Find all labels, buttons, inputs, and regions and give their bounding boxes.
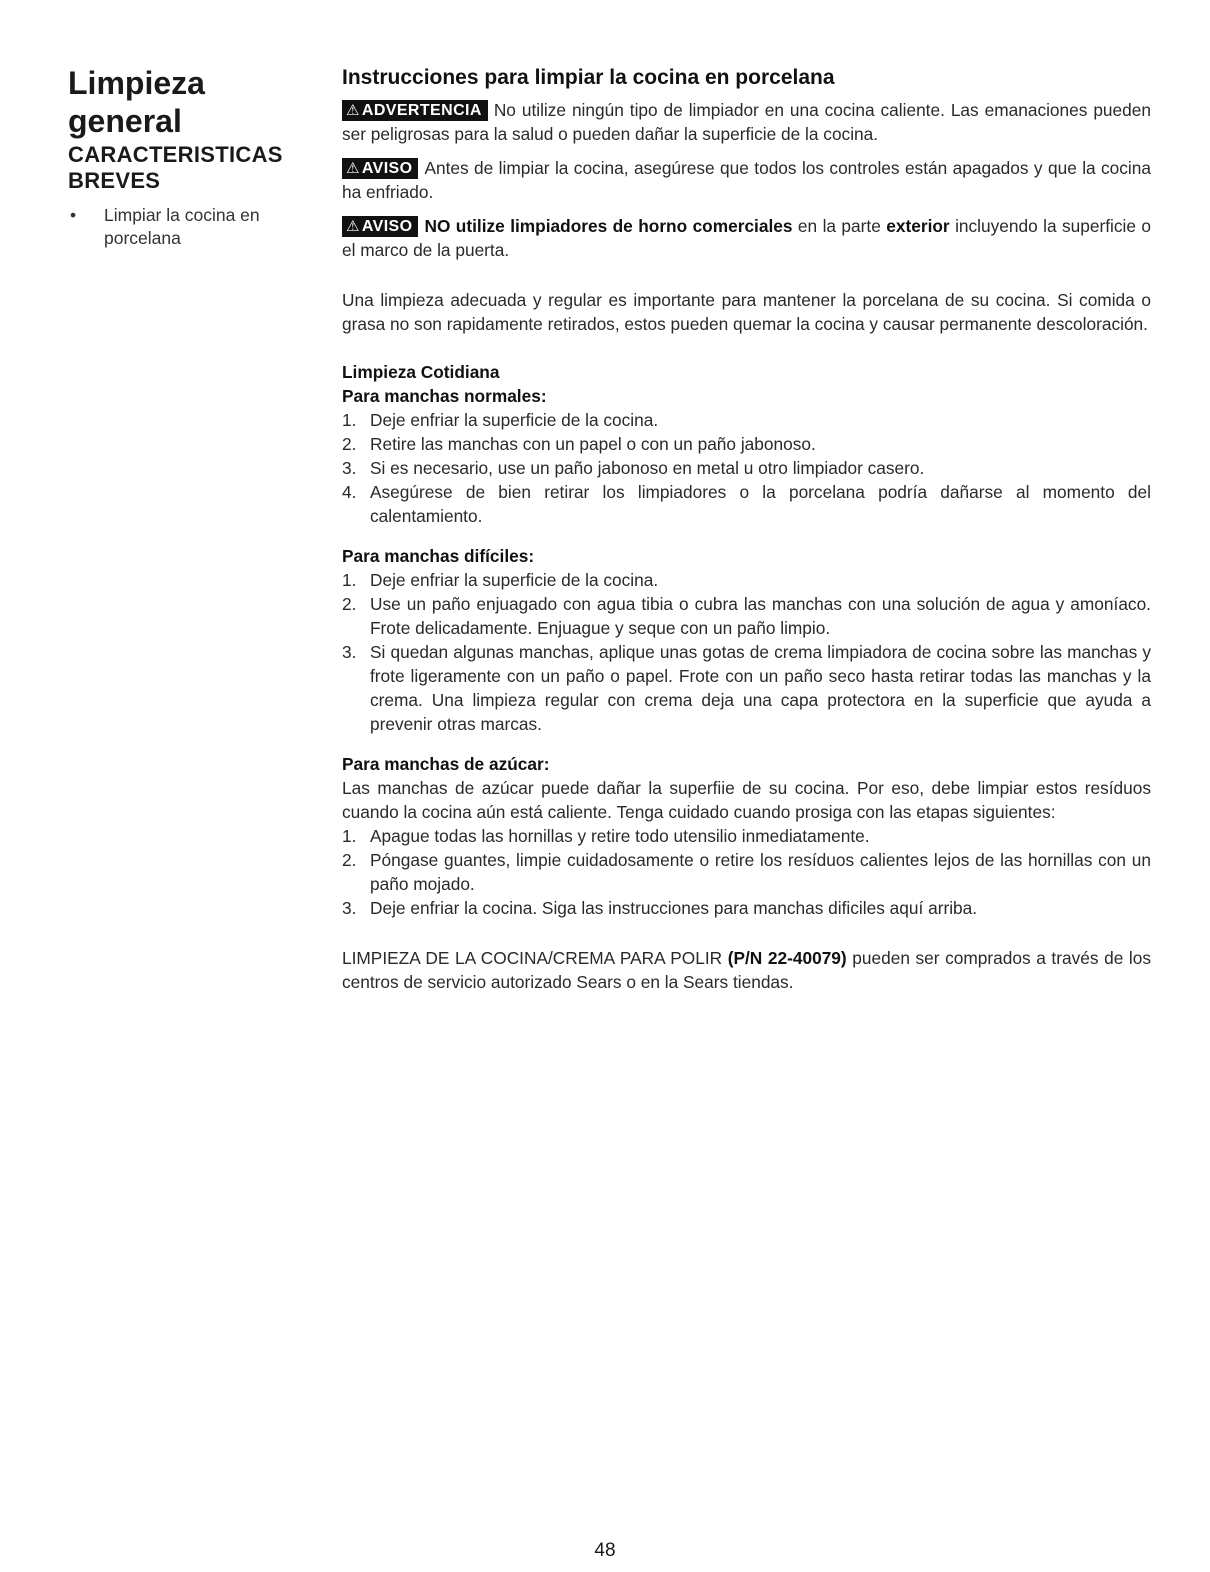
intro-paragraph: Una limpieza adecuada y regular es importante para mantener la porcelana de su cocina. Si comida o grasa no son rapidamente retirados, estos pueden quemar la cocina y causar permanente descoloración. (342, 290, 1151, 334)
page-number: 48 (594, 1540, 616, 1561)
warning-text: Antes de limpiar la cocina, asegúrese que todos los controles están apagados y que la cocina ha enfriado. (342, 158, 1151, 202)
sidebar (68, 64, 313, 250)
features-list (68, 204, 313, 250)
warning-badge-label: AVISO (361, 160, 413, 177)
main-content (342, 64, 1151, 994)
warning-bold-text: NO utilize limpiadores de horno comerciales (424, 216, 793, 236)
section-subtitle (68, 142, 313, 194)
section-title-line1: Limpieza (68, 65, 205, 101)
sugar-stains-section (342, 752, 1151, 920)
warning-text: en la parte (792, 216, 887, 236)
list-item: 2. Use un paño enjuagado con agua tibia o cubra las manchas con una solución de agua y amoníaco. Frote delicadamente. Enjuague y seque con un paño limpio. (342, 594, 1151, 638)
normal-stains-heading: Para manchas normales: (342, 386, 547, 406)
warning-badge (342, 158, 418, 179)
sugar-stains-steps (342, 824, 1151, 920)
warning-badge-label: ADVERTENCIA (361, 102, 482, 119)
purchase-note-text: LIMPIEZA DE LA COCINA/CREMA PARA POLIR (342, 948, 728, 968)
warning-badge-label: AVISO (361, 218, 413, 235)
difficult-stains-section (342, 544, 1151, 736)
list-item: 1. Deje enfriar la superficie de la cocina. (342, 570, 659, 590)
list-item: 2. Póngase guantes, limpie cuidadosamente o retire los resíduos calientes lejos de las hornillas con un paño mojado. (342, 850, 1151, 894)
warning-aviso-2 (342, 214, 1151, 262)
sugar-heading: Para manchas de azúcar: (342, 754, 550, 774)
list-item: 1. Deje enfriar la superficie de la cocina. (342, 410, 659, 430)
warning-badge (342, 100, 488, 121)
main-title: Instrucciones para limpiar la cocina en porcelana (342, 66, 835, 89)
warning-advertencia (342, 98, 1151, 146)
warning-aviso-1 (342, 156, 1151, 204)
warning-text: No utilize ningún tipo de limpiador en una cocina caliente. Las emanaciones pueden ser peligrosas para la salud o pueden dañar la superficie de la cocina. (342, 100, 1151, 144)
difficult-stains-steps (342, 568, 1151, 736)
list-item: 4. Asegúrese de bien retirar los limpiadores o la porcelana podría dañarse al momento del calentamiento. (342, 482, 1151, 526)
warning-bold-text: exterior (886, 216, 950, 236)
daily-heading: Limpieza Cotidiana (342, 362, 500, 382)
section-subtitle-line2: BREVES (68, 168, 161, 193)
purchase-note-text: pueden ser comprados a través de los centros de servicio autorizado Sears o en la Sears tiendas. (342, 948, 1151, 992)
warning-triangle-icon: ⚠ (346, 160, 360, 177)
section-subtitle-line1: CARACTERISTICAS (68, 142, 283, 167)
warning-badge (342, 216, 418, 237)
feature-item: • Limpiar la cocina en porcelana (68, 204, 313, 250)
warning-triangle-icon: ⚠ (346, 218, 360, 235)
list-item: 1. Apague todas las hornillas y retire todo utensilio inmediatamente. (342, 826, 870, 846)
part-number: (P/N 22-40079) (727, 948, 847, 968)
warning-triangle-icon: ⚠ (346, 102, 360, 119)
section-title (68, 64, 313, 140)
daily-cleaning-section (342, 360, 1151, 528)
list-item: 3. Deje enfriar la cocina. Siga las instrucciones para manchas dificiles aquí arriba. (342, 898, 978, 918)
purchase-note (342, 946, 1151, 994)
list-item: 3. Si quedan algunas manchas, aplique unas gotas de crema limpiadora de cocina sobre las manchas y frote ligeramente con un paño o papel. Frote con un paño seco hasta retirar todas las manchas y la crema. Una limpieza regular con crema deja una capa protectora en la superficie que ayuda a prevenir otras marcas. (342, 642, 1151, 734)
normal-stains-steps (342, 408, 1151, 528)
section-title-line2: general (68, 103, 182, 139)
warning-text: incluyendo la superficie o el marco de la puerta. (342, 216, 1151, 260)
list-item: 3. Si es necesario, use un paño jabonoso en metal u otro limpiador casero. (342, 458, 925, 478)
sugar-intro: Las manchas de azúcar puede dañar la superfiie de su cocina. Por eso, debe limpiar estos resíduos cuando la cocina aún está caliente. Tenga cuidado cuando prosiga con las etapas siguientes: (342, 778, 1151, 822)
list-item: 2. Retire las manchas con un papel o con un paño jabonoso. (342, 434, 816, 454)
difficult-heading: Para manchas difíciles: (342, 546, 535, 566)
